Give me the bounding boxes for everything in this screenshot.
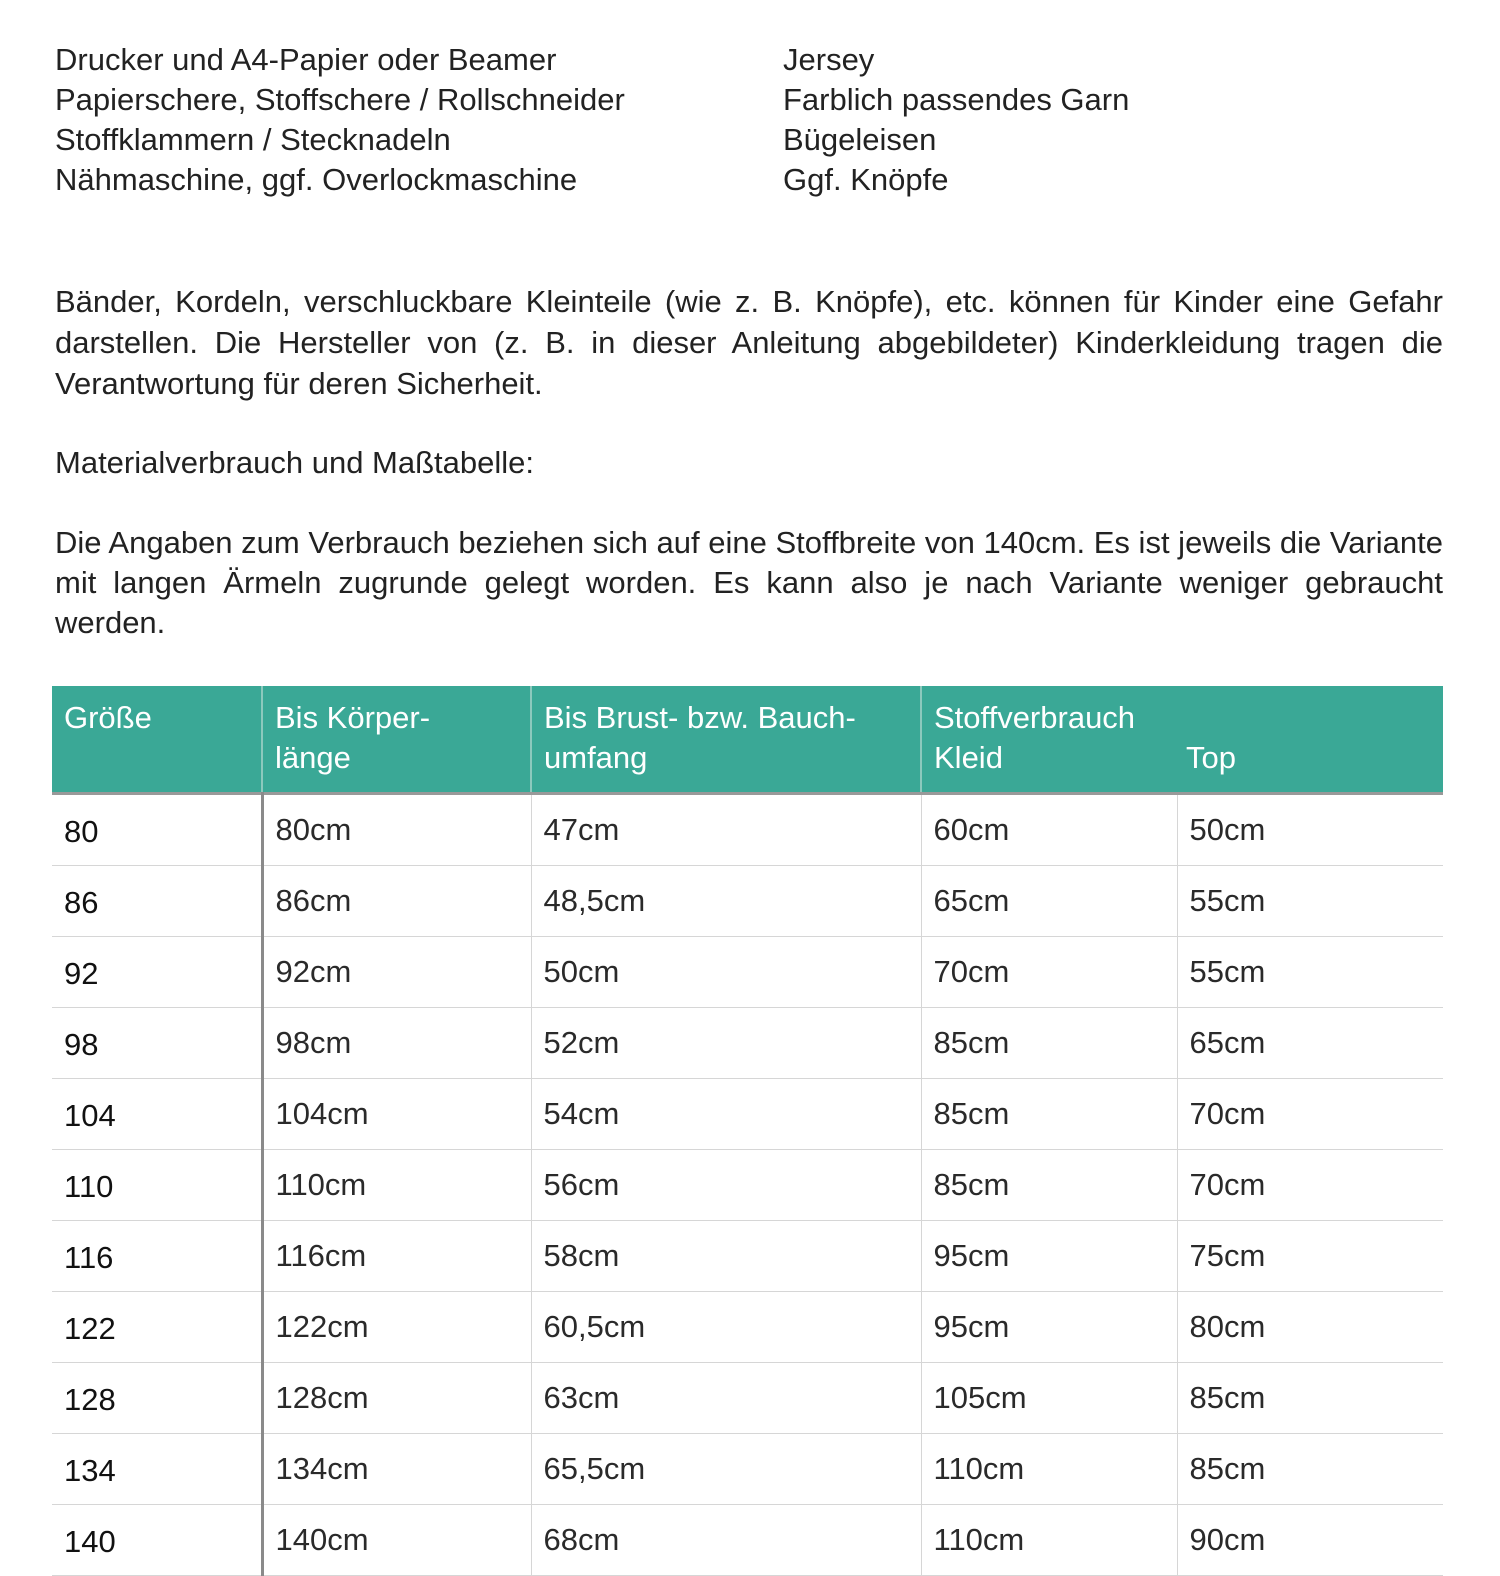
header-body-length — [262, 686, 531, 794]
header-fabric-usage — [921, 686, 1443, 794]
cell-size: 92 — [52, 937, 262, 1008]
cell-top: 55cm — [1177, 937, 1443, 1008]
supply-item: Stoffklammern / Stecknadeln — [55, 122, 451, 157]
header-dress: Kleid — [934, 740, 1003, 775]
cell-length: 110cm — [262, 1150, 531, 1221]
cell-size: 98 — [52, 1008, 262, 1079]
cell-chest: 48,5cm — [531, 866, 921, 937]
cell-size: 116 — [52, 1221, 262, 1292]
table-row — [52, 1434, 1443, 1505]
cell-length: 80cm — [262, 794, 531, 866]
supply-item: Ggf. Knöpfe — [783, 162, 949, 197]
cell-dress: 95cm — [921, 1292, 1177, 1363]
cell-length: 98cm — [262, 1008, 531, 1079]
supply-item: Papierschere, Stoffschere / Rollschneider — [55, 82, 625, 117]
header-chest-line1: Bis Brust- bzw. Bauch- — [544, 700, 856, 735]
table-header-row — [52, 686, 1443, 794]
cell-chest: 56cm — [531, 1150, 921, 1221]
header-length-line2: länge — [275, 740, 351, 775]
supply-item: Nähmaschine, ggf. Overlockmaschine — [55, 162, 578, 197]
cell-top: 70cm — [1177, 1150, 1443, 1221]
cell-dress: 105cm — [921, 1363, 1177, 1434]
header-top: Top — [1186, 740, 1236, 775]
table-row — [52, 794, 1443, 866]
cell-dress: 110cm — [921, 1505, 1177, 1576]
header-chest — [531, 686, 921, 794]
safety-warning: Bänder, Kordeln, verschluckbare Kleinteile (wie z. B. Knöpfe), etc. können für Kinder eine Gefahr darstellen. Die Hersteller von (z. B. in dieser Anleitung abgebildeter) Kinderkleidung tragen die Verantwortung für deren Sicherheit. — [55, 284, 1443, 401]
cell-dress: 85cm — [921, 1008, 1177, 1079]
table-row — [52, 1292, 1443, 1363]
table-row — [52, 1008, 1443, 1079]
table-row — [52, 1505, 1443, 1576]
cell-length: 122cm — [262, 1292, 531, 1363]
supply-item: Farblich passendes Garn — [783, 82, 1130, 117]
cell-size: 80 — [52, 794, 262, 866]
table-row — [52, 1221, 1443, 1292]
supplies-materials-column — [783, 40, 1423, 200]
supply-item: Drucker und A4-Papier oder Beamer — [55, 42, 557, 77]
header-size-label: Größe — [64, 700, 152, 735]
cell-length: 128cm — [262, 1363, 531, 1434]
cell-dress: 65cm — [921, 866, 1177, 937]
cell-length: 134cm — [262, 1434, 531, 1505]
cell-chest: 47cm — [531, 794, 921, 866]
supplies-tools-column — [55, 40, 775, 200]
cell-length: 116cm — [262, 1221, 531, 1292]
cell-chest: 58cm — [531, 1221, 921, 1292]
cell-size: 122 — [52, 1292, 262, 1363]
table-row — [52, 1079, 1443, 1150]
table-row — [52, 1150, 1443, 1221]
cell-chest: 60,5cm — [531, 1292, 921, 1363]
cell-chest: 54cm — [531, 1079, 921, 1150]
cell-top: 75cm — [1177, 1221, 1443, 1292]
cell-dress: 60cm — [921, 794, 1177, 866]
header-length-line1: Bis Körper- — [275, 700, 431, 735]
cell-top: 85cm — [1177, 1434, 1443, 1505]
cell-chest: 68cm — [531, 1505, 921, 1576]
cell-chest: 52cm — [531, 1008, 921, 1079]
section-heading: Materialverbrauch und Maßtabelle: — [55, 445, 535, 480]
cell-length: 140cm — [262, 1505, 531, 1576]
cell-size: 128 — [52, 1363, 262, 1434]
size-table — [52, 686, 1443, 1576]
supply-item: Bügeleisen — [783, 122, 937, 157]
cell-size: 140 — [52, 1505, 262, 1576]
cell-dress: 85cm — [921, 1079, 1177, 1150]
cell-dress: 85cm — [921, 1150, 1177, 1221]
cell-dress: 70cm — [921, 937, 1177, 1008]
cell-top: 70cm — [1177, 1079, 1443, 1150]
cell-length: 92cm — [262, 937, 531, 1008]
supply-item: Jersey — [783, 42, 875, 77]
cell-chest: 50cm — [531, 937, 921, 1008]
cell-top: 55cm — [1177, 866, 1443, 937]
cell-dress: 95cm — [921, 1221, 1177, 1292]
cell-top: 85cm — [1177, 1363, 1443, 1434]
table-row — [52, 1363, 1443, 1434]
header-chest-line2: umfang — [544, 740, 648, 775]
header-fabric-line1: Stoffverbrauch — [934, 700, 1136, 735]
cell-size: 86 — [52, 866, 262, 937]
cell-size: 110 — [52, 1150, 262, 1221]
usage-note: Die Angaben zum Verbrauch beziehen sich auf eine Stoffbreite von 140cm. Es ist jeweils die Variante mit langen Ärmeln zugrunde gelegt worden. Es kann also je nach Variante weniger gebraucht werden. — [55, 525, 1443, 640]
cell-chest: 65,5cm — [531, 1434, 921, 1505]
cell-length: 104cm — [262, 1079, 531, 1150]
table-row — [52, 866, 1443, 937]
cell-length: 86cm — [262, 866, 531, 937]
cell-dress: 110cm — [921, 1434, 1177, 1505]
cell-size: 134 — [52, 1434, 262, 1505]
table-row — [52, 937, 1443, 1008]
cell-top: 65cm — [1177, 1008, 1443, 1079]
cell-chest: 63cm — [531, 1363, 921, 1434]
header-size — [52, 686, 262, 794]
cell-top: 80cm — [1177, 1292, 1443, 1363]
cell-top: 90cm — [1177, 1505, 1443, 1576]
cell-size: 104 — [52, 1079, 262, 1150]
document-page — [55, 0, 1443, 1559]
cell-top: 50cm — [1177, 794, 1443, 866]
